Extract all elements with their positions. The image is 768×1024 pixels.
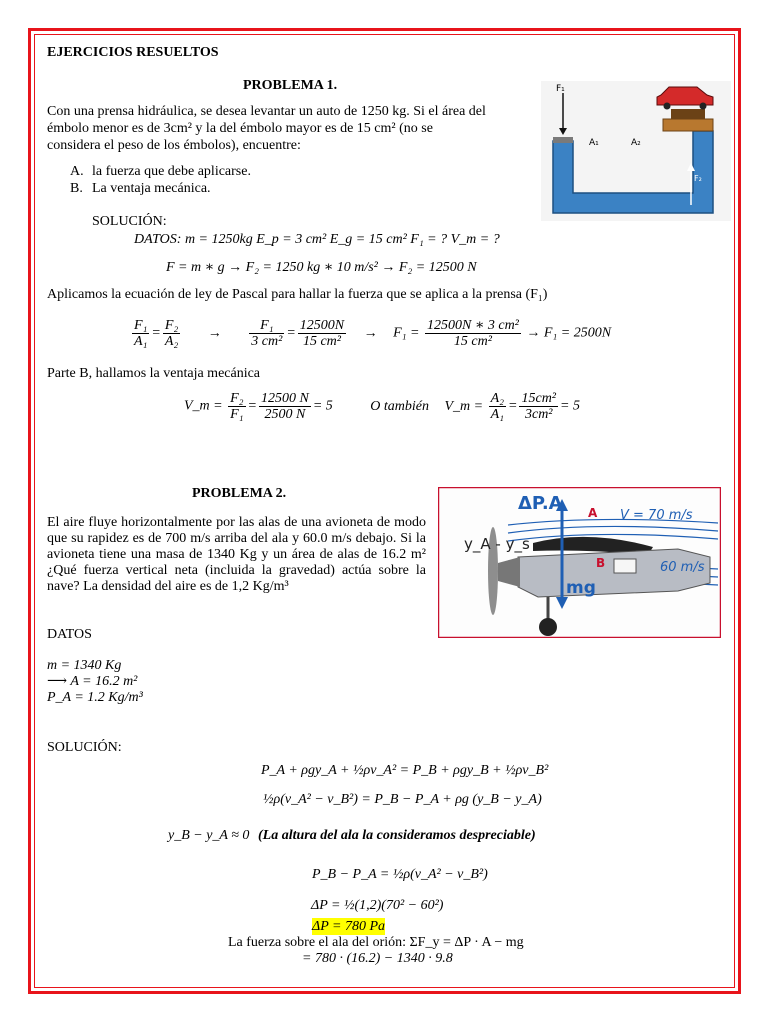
airplane-wing-figure [438, 487, 721, 638]
net-force-text: La fuerza sobre el ala del orión: ΣF_y = ΔP · A − mg [228, 935, 524, 950]
piston-platform [671, 109, 705, 119]
fraction-12500-15cm [298, 318, 346, 349]
denominator: A₂ [164, 334, 179, 349]
net-force-calc: = 780 · (16.2) − 1340 · 9.8 [302, 951, 453, 966]
pressure-difference-equation: P_B − P_A = ½ρ(v_A² − v_B²) [312, 867, 488, 882]
denominator: A₁ [490, 407, 505, 422]
arrow: → [363, 325, 378, 341]
numerator: A₂ [490, 391, 505, 406]
fraction-f1-a1 [132, 318, 149, 349]
denominator: 3cm² [519, 406, 558, 422]
pascal-text: Aplicamos la ecuación de ley de Pascal para hallar la fuerza que se aplica a la prensa (F₁) [47, 287, 548, 302]
fraction-15cm-3cm [519, 391, 558, 422]
car-wheel-icon [700, 103, 707, 110]
small-piston [553, 137, 573, 143]
numerator: 12500N ∗ 3 cm² [427, 318, 519, 333]
fraction-f2-f1 [228, 391, 245, 422]
mechanical-advantage-equation: V_m = $\frac{\text{F₂}}{\text{F₁}}$ = $\frac{12500 N}{2500 N}$ = 5 O también V_m = $\frac{\text{A₂}}{\text{A₁}}$ = $\frac{\text{15cm²}}{\text{3cm²}}$ = 5 [184, 391, 580, 422]
item-b-marker: B. [70, 181, 83, 196]
bernoulli-equation: P_A + ρgy_A + ½ρv_A² = P_B + ρgy_B + ½ρv_B² [261, 763, 549, 778]
label-point-b: B [596, 556, 606, 570]
problem-2-title: PROBLEMA 2. [192, 486, 287, 501]
problem-1-data-line: DATOS: m = 1250kg E_p = 3 cm² E_g = 15 cm² F₁ = ? V_m = ? [134, 232, 500, 247]
arrow: → [207, 325, 222, 341]
problem-1-intro-line-3: considera el peso de los émbolos), encuentre: [47, 138, 301, 153]
vm-label: V_m = [184, 398, 223, 414]
label-a1: A₁ [589, 138, 599, 148]
fraction-f2-a2 [163, 318, 180, 349]
fraction-f1-3cm [249, 318, 284, 349]
label-point-a: A [588, 506, 598, 520]
problem-2-density: P_A = 1.2 Kg/m³ [47, 690, 143, 705]
problem-2-solution-label: SOLUCIÓN: [47, 740, 122, 755]
vm-result-2: = 5 [560, 398, 580, 414]
item-b-text: La ventaja mecánica. [92, 181, 211, 196]
height-approximation: y_B − y_A ≈ 0 [168, 828, 250, 843]
denominator: 15 cm² [298, 333, 346, 349]
label-delta-p-a: ΔP.A [518, 493, 563, 514]
car-wheel-icon [664, 103, 671, 110]
problem-1-force-line: F = m ∗ g → F₂ = 1250 kg ∗ 10 m/s² → F₂ = 12500 N [166, 260, 477, 275]
denominator: 3 cm² [251, 334, 283, 349]
label-f1: F₁ [556, 84, 565, 94]
fraction-12500-2500 [259, 391, 311, 422]
pressure-difference-calc: ΔP = ½(1,2)(70² − 60²) [311, 898, 444, 913]
numerator: F₂ [230, 391, 244, 406]
item-a-text: la fuerza que debe aplicarse. [92, 164, 251, 179]
vm-result: = 5 [312, 398, 333, 414]
problem-2-mass: m = 1340 Kg [47, 658, 122, 673]
label-height-difference: y_A - y_s [464, 535, 530, 553]
denominator: 2500 N [259, 406, 311, 422]
item-a-marker: A. [70, 164, 84, 179]
wheel-icon [539, 618, 557, 636]
numerator: 12500N [299, 318, 345, 333]
o-tambien: O también [370, 398, 429, 414]
part-b-text: Parte B, hallamos la ventaja mecánica [47, 366, 261, 381]
numerator: F₂ [164, 318, 179, 333]
numerator: F₁ [260, 318, 274, 333]
fraction-a2-a1 [489, 391, 506, 422]
problem-2-area: ⟶ A = 16.2 m² [47, 674, 138, 689]
f1-label: F₁ = [393, 325, 420, 341]
numerator: 15cm² [521, 391, 557, 406]
hydraulic-press-figure [541, 81, 731, 221]
label-a2: A₂ [631, 138, 641, 148]
height-approximation-note: (La altura del ala la consideramos despreciable) [258, 828, 536, 843]
problem-1-solution-label: SOLUCIÓN: [92, 214, 167, 229]
problem-1-title: PROBLEMA 1. [243, 78, 338, 93]
problem-1-intro-line-1: Con una prensa hidráulica, se desea levantar un auto de 1250 kg. Si el área del [47, 104, 486, 119]
denominator: 15 cm² [425, 333, 521, 349]
pascal-equation: $\frac{\text{F₁}}{\text{A₁}}$ = $\frac{\text{F₂}}{\text{A₂}}$ → $\frac{\text{F₁}}{\text{3 cm²}}$ = $\frac{12500N}{\text{15 cm²}}$ → F₁ = $\frac{\text{12500N ∗ 3 cm²}}{\text{15 cm²}}$ → F₁ = 2500N [134, 318, 612, 349]
denominator: F₁ [230, 407, 244, 422]
label-speed-bottom: 60 m/s [660, 560, 705, 575]
vm-label-2: V_m = [444, 398, 484, 414]
problem-1-intro-line-2: émbolo menor es de 3cm² y la del émbolo mayor es de 15 cm² (no se [47, 121, 433, 136]
numerator: 12500 N [260, 391, 309, 406]
bernoulli-rearranged: ½ρ(v_A² − v_B²) = P_B − P_A + ρg (y_B − y_A) [263, 792, 542, 807]
problem-2-statement: El aire fluye horizontalmente por las alas de una avioneta de modo que su rapidez es de 700 m/s arriba del ala y 60.0 m/s debajo. Si la avioneta tiene una masa de 1340 Kg y un área de alas de 16.2 m² ¿Qué fuerza vertical neta (incluida la gravedad) actúa sobre la nave? La densidad del aire es de 1,2 Kg/m³ [47, 515, 426, 594]
fraction-product [425, 318, 521, 349]
denominator: A₁ [134, 334, 148, 349]
label-weight: mg [566, 578, 596, 598]
pressure-difference-result: ΔP = 780 Pa [312, 919, 386, 934]
document-heading: EJERCICIOS RESUELTOS [47, 45, 219, 60]
problem-2-data-label: DATOS [47, 627, 92, 642]
fuselage-window [614, 559, 636, 573]
label-speed-top: V = 70 m/s [620, 508, 693, 523]
numerator: F₁ [134, 318, 148, 333]
large-piston [663, 119, 713, 131]
f1-result: → F₁ = 2500N [526, 325, 612, 341]
label-f2: F₂ [694, 174, 702, 183]
